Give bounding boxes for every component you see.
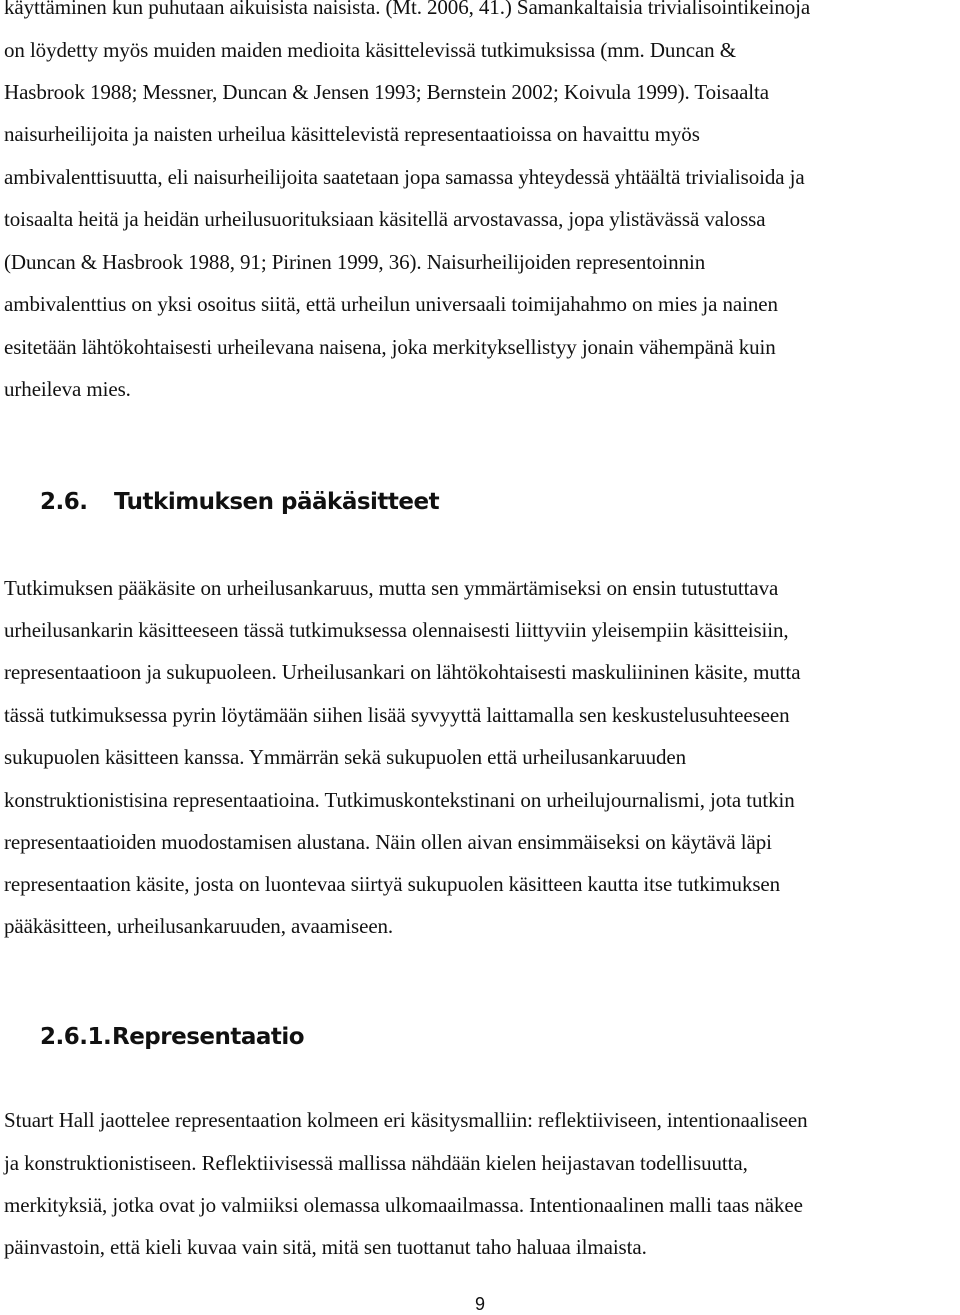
text-line: Tutkimuksen pääkäsite on urheilusankaruus, mutta sen ymmärtämiseksi on ensin tutustuttava bbox=[4, 576, 779, 600]
text-line: konstruktionistisina representaatioina. Tutkimuskontekstinani on urheilujournalismi, jota tutkin bbox=[4, 788, 795, 812]
text-line: urheileva mies. bbox=[4, 377, 131, 401]
section-heading bbox=[40, 487, 439, 517]
text-line: päinvastoin, että kieli kuvaa vain sitä, mitä sen tuottanut taho haluaa ilmaista. bbox=[4, 1235, 647, 1259]
text-line: ambivalenttius on yksi osoitus siitä, että urheilun universaali toimijahahmo on mies ja nainen bbox=[4, 292, 778, 316]
text-line: sukupuolen käsitteen kanssa. Ymmärrän sekä sukupuolen että urheilusankaruuden bbox=[4, 745, 686, 769]
section-title: Tutkimuksen pääkäsitteet bbox=[114, 489, 440, 515]
text-line: käyttäminen kun puhutaan aikuisista naisista. (Mt. 2006, 41.) Samankaltaisia trivialisointikeinoja bbox=[4, 0, 811, 19]
text-line: toisaalta heitä ja heidän urheilusuorituksiaan käsitellä arvostavassa, jopa ylistävässä valossa bbox=[4, 207, 766, 231]
text-line: pääkäsitteen, urheilusankaruuden, avaamiseen. bbox=[4, 914, 394, 938]
text-line: on löydetty myös muiden maiden medioita käsittelevissä tutkimuksissa (mm. Duncan & bbox=[4, 38, 736, 62]
text-line: representaatioon ja sukupuoleen. Urheilusankari on lähtökohtaisesti maskuliininen käsite, mutta bbox=[4, 660, 801, 684]
section-number: 2.6. bbox=[40, 489, 88, 515]
text-line: Stuart Hall jaottelee representaation kolmeen eri käsitysmalliin: reflektiiviseen, intentionaaliseen bbox=[4, 1108, 808, 1132]
text-line: representaatioiden muodostamisen alustana. Näin ollen aivan ensimmäiseksi on käytävä läpi bbox=[4, 830, 772, 854]
subsection-heading bbox=[40, 1022, 304, 1052]
subsection-title: Representaatio bbox=[112, 1024, 305, 1050]
text-line: urheilusankarin käsitteeseen tässä tutkimuksessa olennaisesti liittyviin yleisempiin käsitteisiin, bbox=[4, 618, 789, 642]
text-line: ja konstruktionistiseen. Reflektiivisessä mallissa nähdään kielen heijastavan todellisuutta, bbox=[4, 1151, 748, 1175]
text-line: Hasbrook 1988; Messner, Duncan & Jensen 1993; Bernstein 2002; Koivula 1999). Toisaalta bbox=[4, 80, 769, 104]
text-line: ambivalenttisuutta, eli naisurheilijoita saatetaan jopa samassa yhteydessä yhtäältä trivialisoida ja bbox=[4, 165, 805, 189]
text-line: representaation käsite, josta on luontevaa siirtyä sukupuolen käsitteen kautta itse tutkimuksen bbox=[4, 872, 781, 896]
text-line: merkityksiä, jotka ovat jo valmiiksi olemassa ulkomaailmassa. Intentionaalinen malli taas näkee bbox=[4, 1193, 803, 1217]
text-line: tässä tutkimuksessa pyrin löytämään siihen lisää syvyyttä laittamalla sen keskustelusuhteeseen bbox=[4, 703, 790, 727]
subsection-number: 2.6.1. bbox=[40, 1024, 112, 1050]
text-line: esitetään lähtökohtaisesti urheilevana naisena, joka merkityksellistyy jonain vähempänä kuin bbox=[4, 335, 776, 359]
text-line: naisurheilijoita ja naisten urheilua käsittelevistä representaatioissa on havaittu myös bbox=[4, 122, 700, 146]
page-number: 9 bbox=[474, 1294, 485, 1314]
text-line: (Duncan & Hasbrook 1988, 91; Pirinen 1999, 36). Naisurheilijoiden representoinnin bbox=[4, 250, 706, 274]
